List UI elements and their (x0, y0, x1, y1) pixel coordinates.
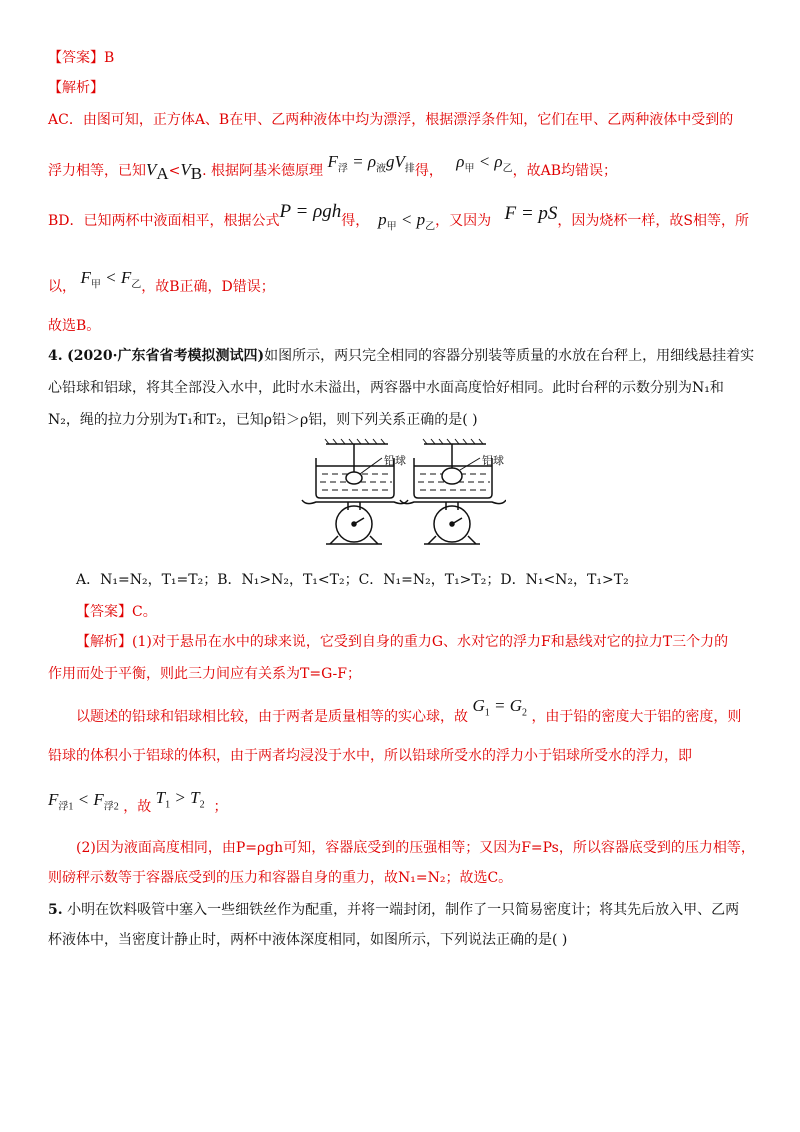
q4-analysis-line-5: $F_{浮1} < F_{浮2}$ ，故 $T_1 > T_2$ ； (48, 788, 228, 815)
q4-stem-line-3: N₂，绳的拉力分别为T₁和T₂，已知ρ铅＞ρ铝，则下列关系正确的是( ) (48, 412, 478, 428)
ac-line-2: 浮力相等，已知$V_A<V_B$. 根据阿基米德原理 $F_浮 = \rho_液gV_排$得， $\rho_甲 < \rho_乙$，故AB均错误； (48, 152, 617, 183)
bd-line-1: BD．已知两杯中液面相平，根据公式P = ρgh得， $p_甲 < p_乙$，又因为 F = pS，因为烧杯一样，故S相等，所 (48, 201, 750, 233)
q4-stem-line-1: 4. (2020·广东省省考模拟测试四)如图所示，两只完全相同的容器分别装等质量的水放在台秤上，用细线悬挂着实 (48, 348, 755, 364)
bd-line-2: 以， $F_甲 < F_乙$，故B正确，D错误； (48, 268, 275, 295)
answer-value: B (104, 50, 115, 66)
q4-analysis-part2-line-1: (2)因为液面高度相同，由P=ρgh可知，容器底受到的压强相等；又因为F=Ps，所以容器底受到的压力相等， (76, 840, 755, 856)
weight-equality: $G_1 = G_2$ (472, 696, 527, 719)
tension-relation: $T_1 > T_2$ (155, 788, 205, 811)
label-lead-ball: 铅球 (384, 454, 406, 467)
analysis-label: 【解析】 (48, 80, 104, 96)
density-relation: $\rho_甲 < \rho_乙$ (456, 152, 513, 175)
buoyancy-relation: $F_{浮1} < F_{浮2}$ (48, 790, 119, 813)
q4-analysis-line-3: 以题述的铅球和铝球相比较，由于两者是质量相等的实心球，故 $G_1 = G_2$ ，由于铅的密度大于铝的密度，则 (76, 696, 742, 725)
scale-figure (296, 438, 506, 550)
final-choice: 故选B。 (48, 318, 101, 334)
q4-analysis-line-2: 作用而处于平衡，则此三力间应有关系为T=G-F； (48, 666, 361, 682)
ac-line-1: AC．由图可知，正方体A、B在甲、乙两种液体中均为漂浮，根据漂浮条件知，它们在甲、乙两种液体中受到的 (48, 112, 734, 128)
archimedes-formula: $F_浮 = \rho_液gV_排$ (327, 152, 415, 175)
q4-analysis-line-4: 铅球的体积小于铝球的体积，由于两者均浸没于水中，所以铅球所受水的浮力小于铝球所受水的浮力，即 (48, 748, 692, 764)
q5-number: 5. (48, 902, 63, 918)
force-formula: F = pS (504, 203, 558, 224)
label-aluminum-ball: 铝球 (482, 454, 504, 467)
answer-line (48, 48, 114, 68)
force-relation: $F_甲 < F_乙$ (80, 268, 142, 291)
q4-analysis-part2-line-2: 则磅秤示数等于容器底受到的压力和容器自身的重力，故N₁=N₂；故选C。 (48, 870, 513, 886)
q4-number: 4. (48, 348, 63, 364)
q4-stem-line-2: 心铅球和铝球，将其全部没入水中，此时水未溢出，两容器中水面高度恰好相同。此时台秤的示数分别为N₁和 (48, 380, 724, 396)
q4-answer-line: 【答案】C。 (76, 604, 157, 620)
q4-source: (2020·广东省省考模拟测试四) (67, 348, 265, 364)
q5-stem-line-2: 杯液体中，当密度计静止时，两杯中液体深度相同，如图所示，下列说法正确的是( ) (48, 932, 568, 948)
pressure-formula: P = ρgh (279, 201, 342, 222)
q5-stem-line-1: 5. 小明在饮料吸管中塞入一些细铁丝作为配重，并将一端封闭，制作了一只简易密度计；将其先后放入甲、乙两 (48, 902, 740, 918)
q4-analysis-line-1: 【解析】(1)对于悬吊在水中的球来说，它受到自身的重力G、水对它的浮力F和悬线对它的拉力T三个力的 (76, 634, 729, 650)
pressure-relation: $p_甲 < p_乙$ (378, 210, 436, 233)
answer-label: 【答案】 (48, 50, 104, 66)
q4-options: A．N₁=N₂，T₁=T₂；B．N₁>N₂，T₁<T₂；C．N₁=N₂，T₁>T₂；D．N₁<N₂，T₁>T₂ (76, 572, 629, 588)
